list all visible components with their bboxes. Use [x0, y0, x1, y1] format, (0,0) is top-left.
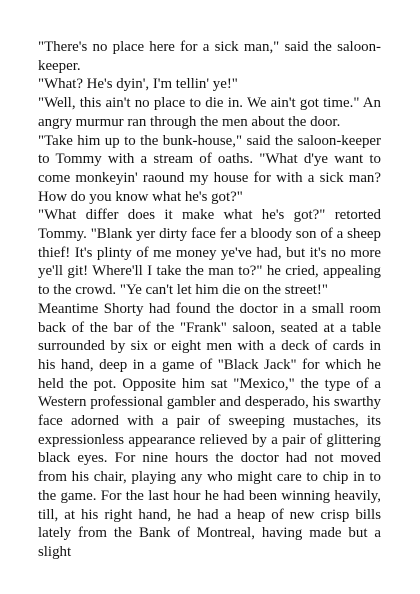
paragraph-bunk-house: "Take him up to the bunk-house," said the saloon-keeper to Tommy with a stream of oaths. "What d'ye want to come monkeyin' raound my house for with a sick man? How do you know what he's got?": [38, 132, 381, 205]
paragraph-no-place-to-die: "Well, this ain't no place to die in. We ain't got time." An angry murmur ran through the men about the door.: [38, 95, 381, 130]
paragraph-shorty-finds-doctor: Meantime Shorty had found the doctor in a small room back of the bar of the "Frank" saloon, seated at a table surrounded by six or eight men with a deck of cards in his hand, deep in a game of "Black Jack" for which he held the pot. Opposite him sat "Mexico," the type of a Western professional gambler and desperado, his swarthy face adorned with a pair of sweeping mustaches, its expressionless appearance relieved by a pair of glittering black eyes. For nine hours the doctor had not moved from his chair, playing any who might care to chip in to the game. For the last hour he had been winning heavily, till, at his right hand, he had a heap of new crisp bills lately from the Bank of Montreal, having made but a slight: [38, 300, 381, 560]
paragraph-saloon-keeper-refusal: "There's no place here for a sick man," said the saloon-keeper.: [38, 39, 381, 74]
paragraph-dying-reply: "What? He's dyin', I'm tellin' ye!": [38, 76, 238, 93]
paragraph-tommy-retort: "What differ does it make what he's got?" retorted Tommy. "Blank yer dirty face fer a bloody son of a sheep thief! It's plinty of me money ye've had, but it's no more ye'll git! Where'll I take the man to?" he cried, appealing to the crowd. "Ye can't let him die on the street!": [38, 207, 381, 299]
